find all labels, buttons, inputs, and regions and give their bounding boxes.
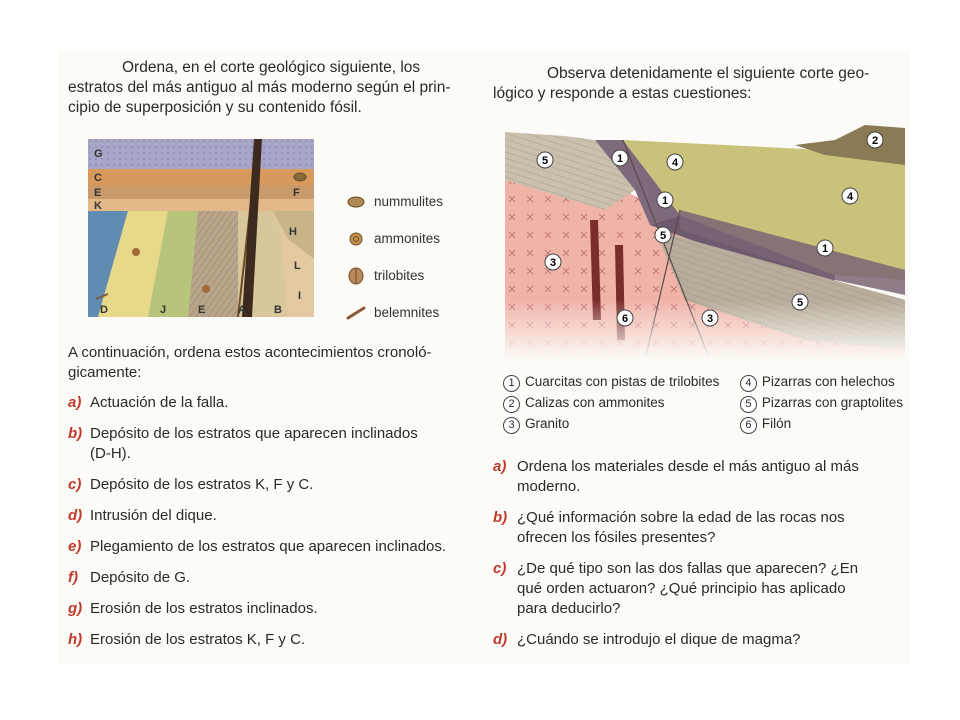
material-item <box>503 413 740 434</box>
nummulite-icon <box>346 195 366 209</box>
question-text-line: ¿De qué tipo son las dos fallas que aparecen? ¿En <box>517 560 859 577</box>
event-item <box>68 506 488 526</box>
event-item <box>68 475 488 495</box>
event-letter: g) <box>68 600 83 617</box>
section-number: 1 <box>616 153 624 165</box>
event-text: Erosión de los estratos K, F y C. <box>90 631 306 648</box>
fossil-label: trilobites <box>374 268 425 283</box>
strata-label-b: B <box>274 304 282 316</box>
event-text-line: (D-H). <box>90 445 131 462</box>
material-number: 3 <box>503 417 520 434</box>
section-number: 2 <box>871 135 879 147</box>
strata-label-h: H <box>289 226 297 238</box>
left-geologic-section <box>88 139 314 317</box>
question-item <box>493 559 913 619</box>
question-letter: d) <box>493 631 508 648</box>
event-letter: f) <box>68 569 78 586</box>
event-text: Depósito de G. <box>90 569 191 586</box>
event-text: Depósito de los estratos K, F y C. <box>90 476 314 493</box>
right-intro <box>493 64 908 104</box>
question-text <box>517 508 845 548</box>
question-text-line: ¿Qué información sobre la edad de las rocas nos <box>517 509 845 526</box>
strata-label-e2: E <box>198 304 206 316</box>
event-letter: c) <box>68 476 82 493</box>
section-number: 5 <box>659 230 667 242</box>
strata-label-d: D <box>100 304 108 316</box>
material-label: Pizarras con helechos <box>761 374 895 389</box>
stratum-e <box>88 185 314 199</box>
event-item <box>68 393 488 413</box>
fossil-label: ammonites <box>374 231 441 246</box>
event-text: Erosión de los estratos inclinados. <box>90 600 318 617</box>
fossil-legend-item <box>346 220 486 257</box>
question-text-line: ofrecen los fósiles presentes? <box>517 529 716 546</box>
fossil-legend-item <box>346 294 486 331</box>
trilobite-icon <box>346 267 366 285</box>
strata-label-g: G <box>94 148 103 160</box>
events-intro <box>68 343 478 383</box>
events-list <box>68 393 488 661</box>
event-item <box>68 568 488 588</box>
fossil-legend-item <box>346 183 486 220</box>
material-number: 1 <box>503 375 520 392</box>
event-letter: d) <box>68 507 83 524</box>
section-number: 5 <box>541 155 549 167</box>
event-letter: e) <box>68 538 82 555</box>
right-intro-line-1: Observa detenidamente el siguiente corte geo- <box>547 65 870 82</box>
event-text-line: Depósito de los estratos que aparecen inclinados <box>90 425 418 442</box>
section-number: 3 <box>549 257 557 269</box>
material-label: Filón <box>761 416 792 431</box>
event-text <box>90 424 418 464</box>
event-item <box>68 537 488 557</box>
material-number: 4 <box>740 375 757 392</box>
event-text: Plegamiento de los estratos que aparecen inclinados. <box>90 538 447 555</box>
question-item <box>493 457 913 497</box>
events-intro-line: A continuación, ordena estos acontecimientos cronoló- <box>68 344 432 361</box>
material-number: 6 <box>740 417 757 434</box>
section-number: 4 <box>671 157 679 169</box>
material-item <box>740 371 903 392</box>
event-letter: b) <box>68 425 83 442</box>
material-item <box>503 392 740 413</box>
question-item <box>493 630 913 650</box>
events-intro-line: gicamente: <box>68 364 142 381</box>
belemnite-icon <box>346 306 366 320</box>
left-intro-line-3: cipio de superposición y su contenido fósil. <box>68 99 362 116</box>
strata-label-i: I <box>298 290 302 302</box>
left-intro-line-1: Ordena, en el corte geológico siguiente, los <box>122 59 421 76</box>
material-label: Pizarras con graptolites <box>761 395 903 410</box>
strata-label-e: E <box>94 187 102 199</box>
material-item <box>503 371 740 392</box>
strata-label-c: C <box>94 172 102 184</box>
section-number: 1 <box>661 195 669 207</box>
question-letter: c) <box>493 560 507 577</box>
section-number: 6 <box>621 313 629 325</box>
fossil-label: belemnites <box>374 305 440 320</box>
stratum-k <box>88 199 314 211</box>
strata-label-j: J <box>160 304 167 316</box>
material-label: Granito <box>525 416 570 431</box>
question-text-line: para deducirlo? <box>517 600 621 617</box>
question-text-line: Ordena los materiales desde el más antiguo al más <box>517 458 859 475</box>
questions-list <box>493 457 913 661</box>
material-label: Calizas con ammonites <box>525 395 665 410</box>
strata-label-f: F <box>293 187 300 199</box>
event-item <box>68 630 488 650</box>
material-label: Cuarcitas con pistas de trilobites <box>525 374 720 389</box>
question-text-line: qué orden actuaron? ¿Qué principio has aplicado <box>517 580 846 597</box>
question-text <box>517 457 859 497</box>
event-text: Actuación de la falla. <box>90 394 229 411</box>
event-item <box>68 424 488 464</box>
material-number: 5 <box>740 396 757 413</box>
section-number: 5 <box>796 297 804 309</box>
right-intro-line-2: lógico y responde a estas cuestiones: <box>493 85 752 102</box>
section-number: 1 <box>821 243 829 255</box>
fossil-legend-item <box>346 257 486 294</box>
question-letter: a) <box>493 458 507 475</box>
question-text <box>517 559 858 619</box>
section-number: 3 <box>706 313 714 325</box>
strata-label-a: A <box>238 304 246 316</box>
event-item <box>68 599 488 619</box>
stratum-c <box>88 169 314 185</box>
strata-label-k: K <box>94 200 102 212</box>
material-number: 2 <box>503 396 520 413</box>
textbook-page <box>58 50 910 665</box>
fossil-legend <box>346 183 486 331</box>
ammonite-icon <box>346 231 366 247</box>
left-intro <box>68 58 473 118</box>
left-intro-line-2: estratos del más antiguo al más moderno según el prin- <box>68 79 451 96</box>
question-text: ¿Cuándo se introdujo el dique de magma? <box>517 631 801 648</box>
question-text-line: moderno. <box>517 478 581 495</box>
event-letter: a) <box>68 394 82 411</box>
material-item <box>740 413 903 434</box>
event-text: Intrusión del dique. <box>90 507 217 524</box>
material-item <box>740 392 903 413</box>
strata-label-l: L <box>294 260 301 272</box>
question-letter: b) <box>493 509 508 526</box>
question-item <box>493 508 913 548</box>
event-letter: h) <box>68 631 83 648</box>
materials-legend <box>503 371 903 434</box>
fossil-label: nummulites <box>374 194 444 209</box>
right-geologic-section <box>505 120 905 360</box>
section-number: 4 <box>846 191 854 203</box>
